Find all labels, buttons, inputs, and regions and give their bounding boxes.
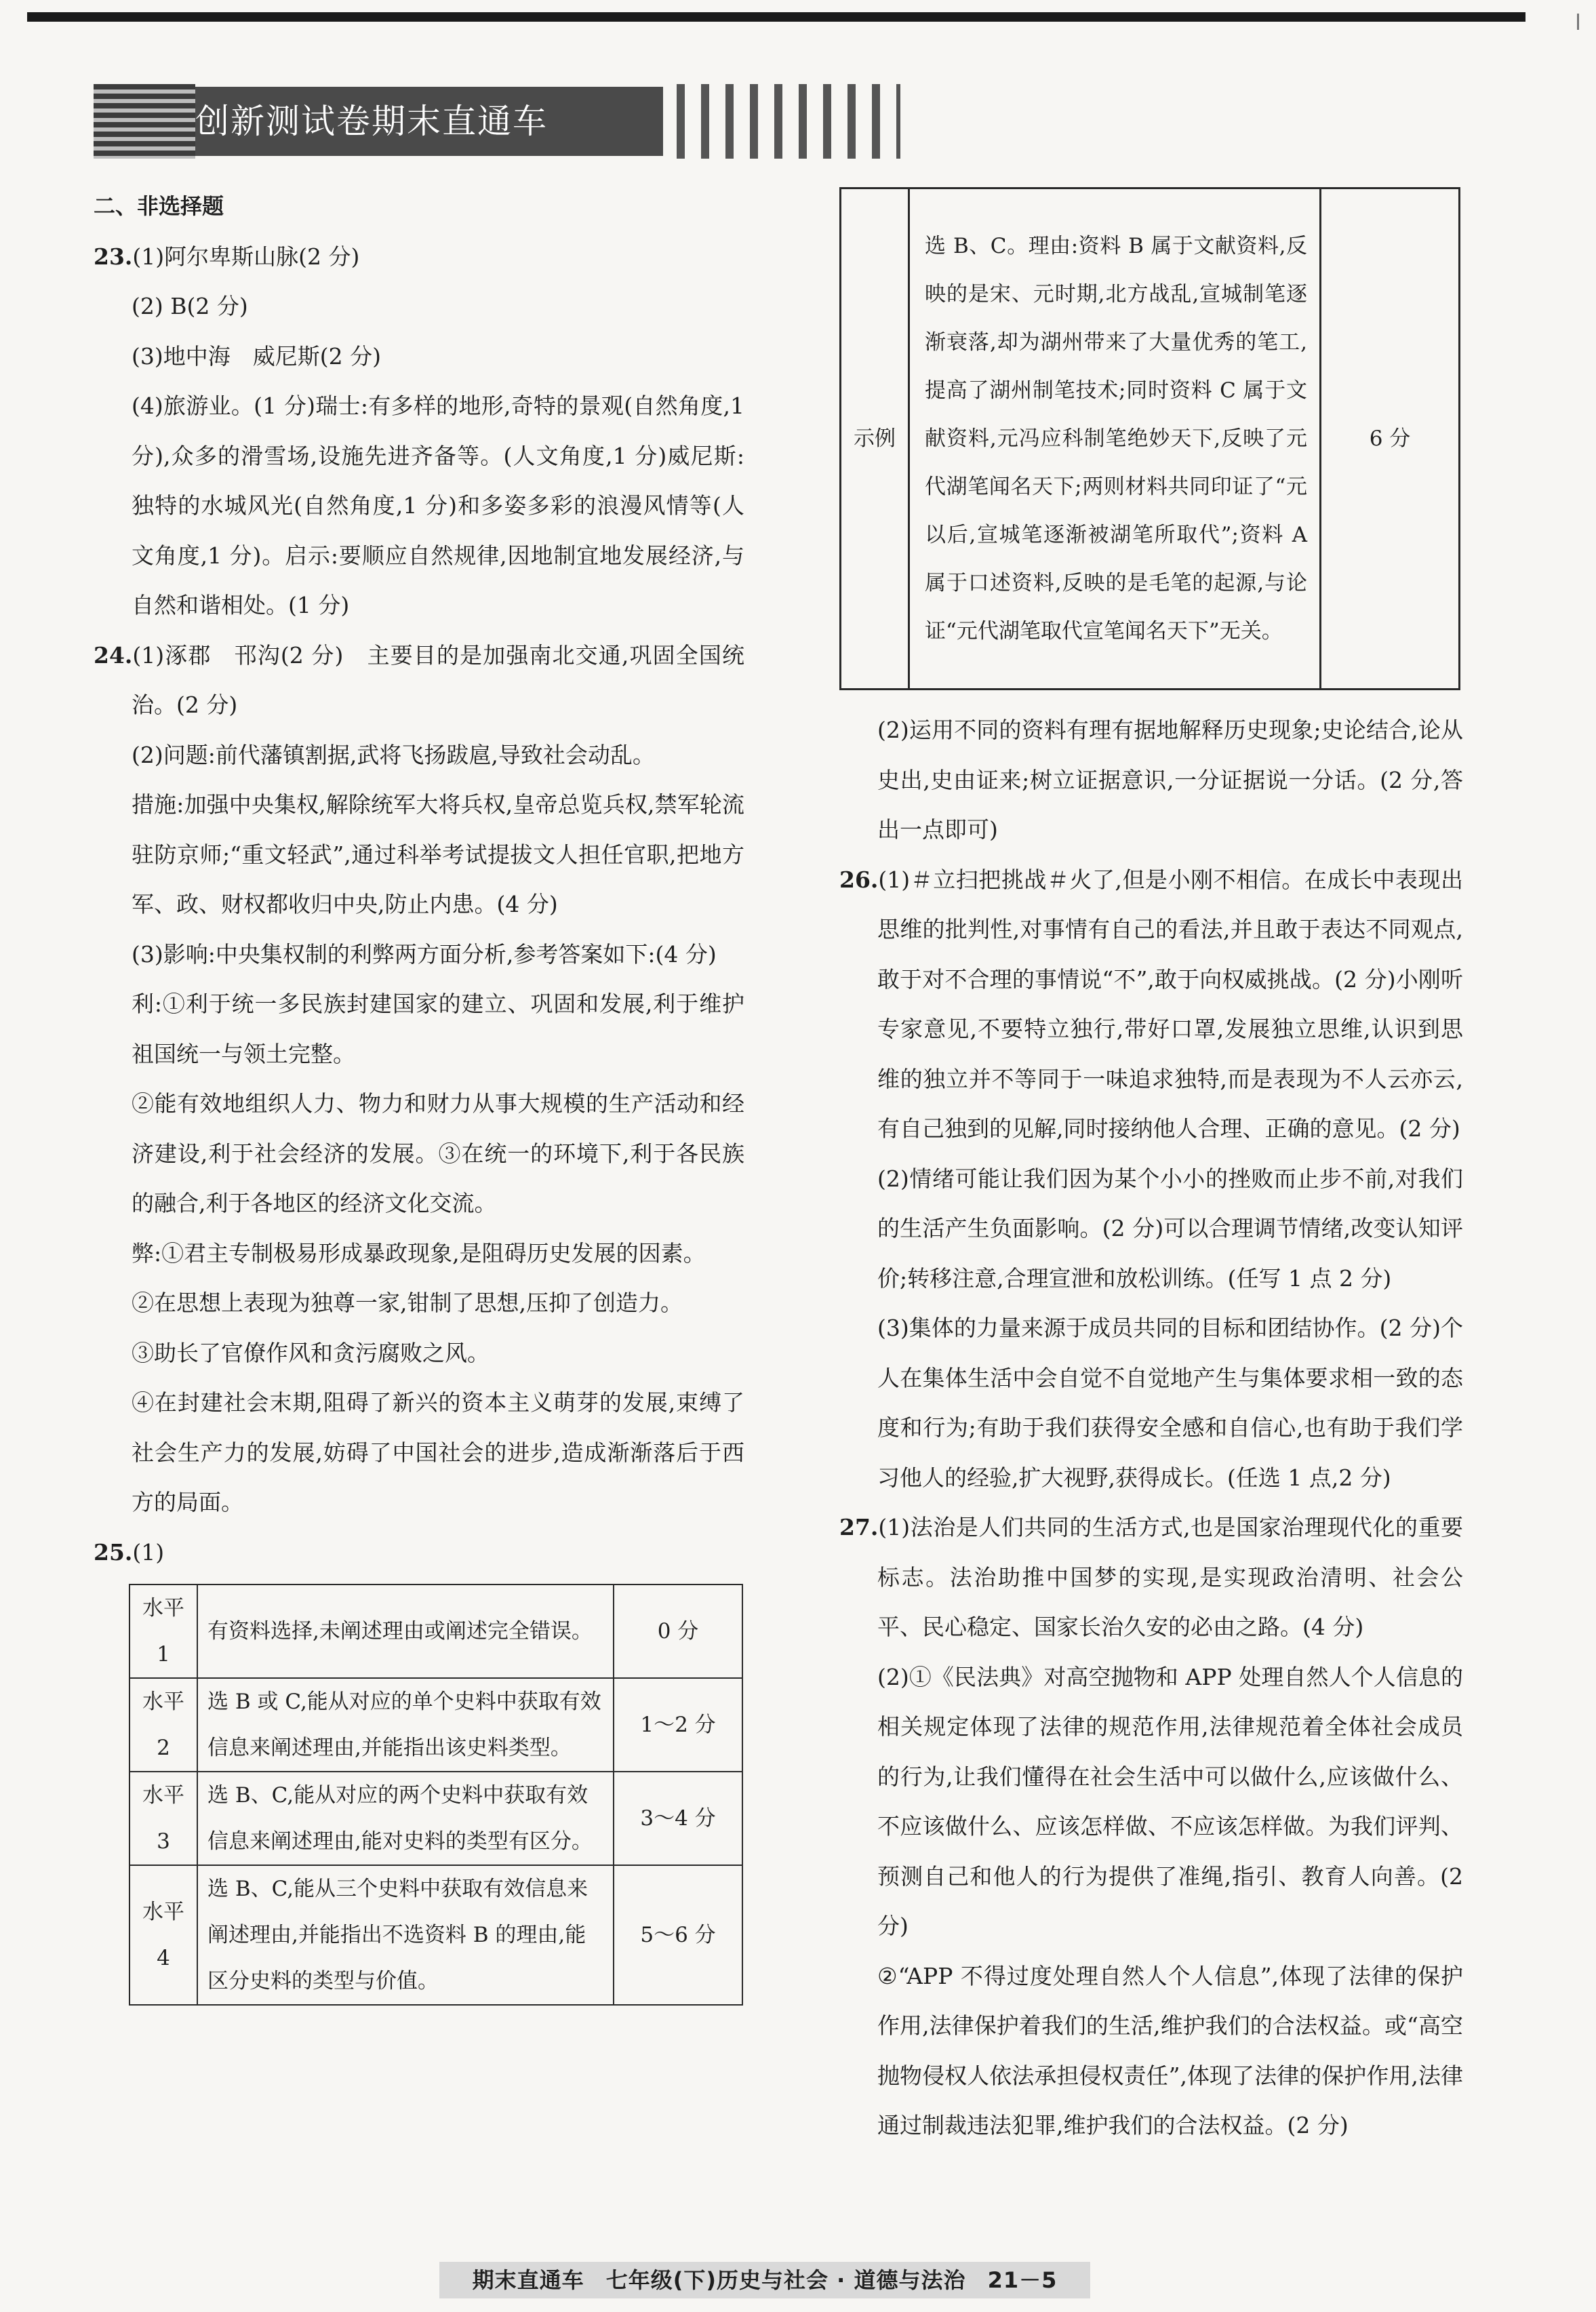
footer-page: 21－5 bbox=[987, 2267, 1058, 2293]
left-column bbox=[94, 182, 744, 2006]
q23-number: 23. bbox=[94, 243, 133, 270]
table-row bbox=[129, 1865, 742, 2005]
banner-title: 创新测试卷期末直通车 bbox=[195, 102, 548, 141]
level-table bbox=[129, 1584, 743, 2006]
q26-number: 26. bbox=[839, 866, 879, 893]
q24-line-3: 措施:加强中央集权,解除统军大将兵权,皇帝总览兵权,禁军轮流驻防京师;“重文轻武”,通过科举考试提拔文人担任官职,把地方军、政、财权都收归中央,防止内患。(4 分) bbox=[132, 791, 744, 917]
table-row bbox=[129, 1772, 742, 1865]
q24-line-5: 利:①利于统一多民族封建国家的建立、巩固和发展,利于维护祖国统一与领土完整。 bbox=[132, 991, 744, 1067]
q23-line-4: (4)旅游业。(1 分)瑞士:有多样的地形,奇特的景观(自然角度,1 分),众多的滑雪场,设施先进齐备等。(人文角度,1 分)威尼斯:独特的水城风光(自然角度,1 分)和多姿多彩的浪漫风情等(人文角度,1 分)。启示:要顺应自然规律,因地制宜地发展经济,与自然和谐相处。(1 分) bbox=[132, 393, 744, 618]
level-score: 3～4 分 bbox=[614, 1772, 742, 1865]
q27-line-3: ②“APP 不得过度处理自然人个人信息”,体现了法律的保护作用,法律保护着我们的生活,维护我们的合法权益。或“高空抛物侵权人依法承担侵权责任”,体现了法律的保护作用,法律通过制裁违法犯罪,维护我们的合法权益。(2 分) bbox=[877, 1962, 1463, 2138]
example-label: 示例 bbox=[841, 188, 909, 690]
table-row bbox=[129, 1678, 742, 1772]
q26-line-3: (3)集体的力量来源于成员共同的目标和团结协作。(2 分)个人在集体生活中会自觉不自觉地产生与集体要求相一致的态度和行为;有助于我们获得安全感和自信心,也有助于我们学习他人的经验,扩大视野,获得成长。(任选 1 点,2 分) bbox=[877, 1315, 1463, 1491]
level-desc: 有资料选择,未阐述理由或阐述完全错误。 bbox=[197, 1584, 614, 1678]
q23-line-3: (3)地中海 威尼斯(2 分) bbox=[132, 342, 381, 370]
level-score: 0 分 bbox=[614, 1584, 742, 1678]
section-title: 二、非选择题 bbox=[94, 193, 224, 219]
q24-line-7: 弊:①君主专制极易形成暴政现象,是阻碍历史发展的因素。 bbox=[132, 1239, 706, 1267]
q24-line-1: 24.(1)涿郡 邗沟(2 分) 主要目的是加强南北交通,巩固全国统治。(2 分) bbox=[94, 641, 744, 718]
q24-line-10: ④在封建社会末期,阻碍了新兴的资本主义萌芽的发展,束缚了社会生产力的发展,妨碍了中国社会的进步,造成渐渐落后于西方的局面。 bbox=[132, 1389, 744, 1515]
level-score: 1～2 分 bbox=[614, 1678, 742, 1772]
level-label: 水平 2 bbox=[129, 1678, 197, 1772]
banner-bars bbox=[677, 84, 900, 159]
q26-line-1: 26.(1)＃立扫把挑战＃火了,但是小刚不相信。在成长中表现出思维的批判性,对事情有自己的看法,并且敢于表达不同观点,敢于对不合理的事情说“不”,敢于向权威挑战。(2 分)小刚听专家意见,不要特立独行,带好口罩,发展独立思维,认识到思维的独立并不等同于一味追求独特,而是表现为不人云亦云,有自己独到的见解,同时接纳他人合理、正确的意见。(2 分) bbox=[839, 866, 1463, 1142]
q23-line-1: 23.(1)阿尔卑斯山脉(2 分) bbox=[94, 243, 360, 270]
example-text: 选 B、C。理由:资料 B 属于文献资料,反映的是宋、元时期,北方战乱,宣城制笔逐渐衰落,却为湖州带来了大量优秀的笔工,提高了湖州制笔技术;同时资料 C 属于文献资料,元冯应科制笔绝妙天下,反映了元代湖笔闻名天下;两则材料共同印证了“元以后,宣城笔逐渐被湖笔所取代”;资料 A 属于口述资料,反映的是毛笔的起源,与论证“元代湖笔取代宣笔闻名天下”无关。 bbox=[909, 188, 1321, 690]
level-label: 水平 4 bbox=[129, 1865, 197, 2005]
q24-line-8: ②在思想上表现为独尊一家,钳制了思想,压抑了创造力。 bbox=[132, 1290, 683, 1316]
example-score: 6 分 bbox=[1321, 188, 1460, 690]
level-desc: 选 B 或 C,能从对应的单个史料中获取有效信息来阐述理由,并能指出该史料类型。 bbox=[197, 1678, 614, 1772]
q25-line-1: 25.(1) bbox=[94, 1538, 165, 1566]
q25-part2: (2)运用不同的资料有理有据地解释历史现象;史论结合,论从史出,史由证来;树立证据意识,一分证据说一分话。(2 分,答出一点即可) bbox=[877, 717, 1463, 843]
example-table bbox=[839, 187, 1460, 690]
level-desc: 选 B、C,能从对应的两个史料中获取有效信息来阐述理由,能对史料的类型有区分。 bbox=[197, 1772, 614, 1865]
q25-number: 25. bbox=[94, 1538, 133, 1566]
q24-line-4: (3)影响:中央集权制的利弊两方面分析,参考答案如下:(4 分) bbox=[132, 940, 717, 968]
corner-mark bbox=[1577, 14, 1579, 30]
q27-number: 27. bbox=[839, 1514, 879, 1540]
footer-course: 七年级(下)历史与社会 · 道德与法治 bbox=[605, 2267, 966, 2293]
q27-line-1: 27.(1)法治是人们共同的生活方式,也是国家治理现代化的重要标志。法治助推中国梦的实现,是实现政治清明、社会公平、民心稳定、国家长治久安的必由之路。(4 分) bbox=[839, 1514, 1463, 1640]
q26-line-2: (2)情绪可能让我们因为某个小小的挫败而止步不前,对我们的生活产生负面影响。(2 分)可以合理调节情绪,改变认知评价;转移注意,合理宣泄和放松训练。(任写 1 点 2 分) bbox=[877, 1165, 1463, 1292]
q23-line-2: (2) B(2 分) bbox=[132, 293, 248, 319]
level-desc: 选 B、C,能从三个史料中获取有效信息来阐述理由,并能指出不选资料 B 的理由,能区分史料的类型与价值。 bbox=[197, 1865, 614, 2005]
right-column bbox=[839, 705, 1463, 2151]
table-row bbox=[129, 1584, 742, 1678]
q24-line-6: ②能有效地组织人力、物力和财力从事大规模的生产活动和经济建设,利于社会经济的发展。③在统一的环境下,利于各民族的融合,利于各地区的经济文化交流。 bbox=[132, 1090, 744, 1216]
q24-number: 24. bbox=[94, 641, 133, 669]
level-score: 5～6 分 bbox=[614, 1865, 742, 2005]
top-rule bbox=[27, 12, 1525, 22]
level-label: 水平 3 bbox=[129, 1772, 197, 1865]
level-label: 水平 1 bbox=[129, 1584, 197, 1678]
footer-bar bbox=[439, 2262, 1090, 2298]
header-banner bbox=[94, 84, 805, 159]
table-row bbox=[841, 188, 1460, 690]
banner-stripes bbox=[94, 84, 195, 159]
footer-series: 期末直通车 bbox=[472, 2267, 584, 2293]
banner-title-box bbox=[195, 87, 663, 156]
q24-line-2: (2)问题:前代藩镇割据,武将飞扬跋扈,导致社会动乱。 bbox=[132, 741, 655, 768]
q24-line-9: ③助长了官僚作风和贪污腐败之风。 bbox=[132, 1339, 490, 1366]
q27-line-2: (2)①《民法典》对高空抛物和 APP 处理自然人个人信息的相关规定体现了法律的规范作用,法律规范着全体社会成员的行为,让我们懂得在社会生活中可以做什么,应该做什么、不应该做什么、应该怎样做、不应该怎样做。为我们评判、预测自己和他人的行为提供了准绳,指引、教育人向善。(2 分) bbox=[877, 1663, 1463, 1939]
